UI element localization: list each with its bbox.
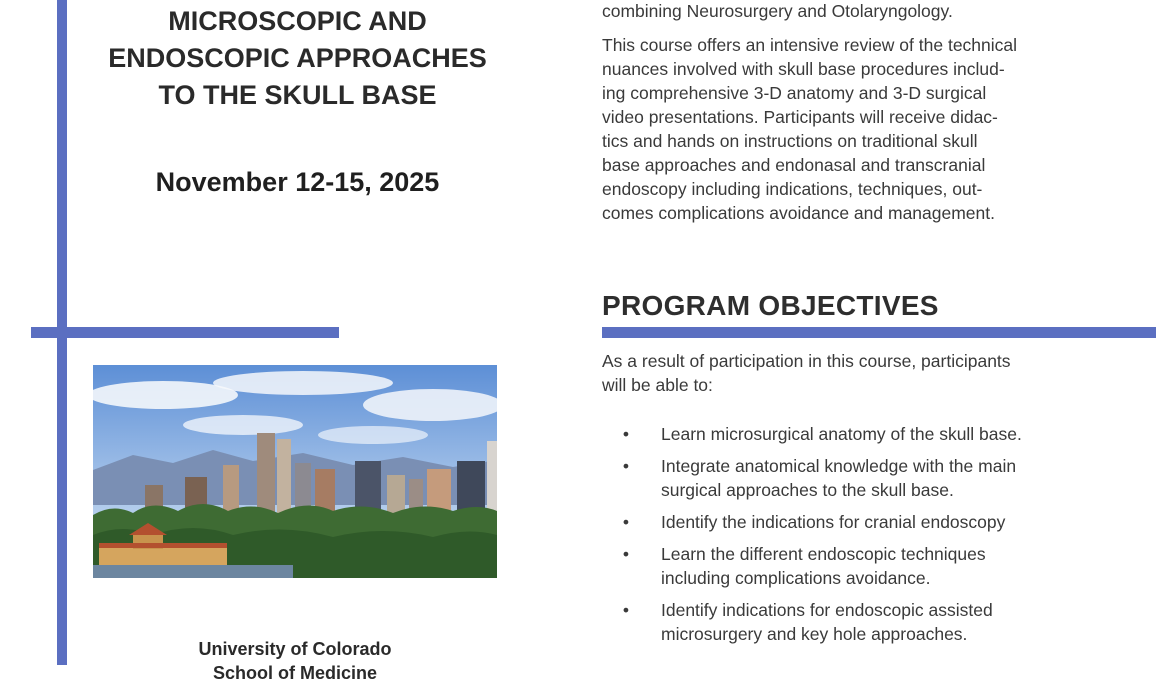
objectives-underline-bar bbox=[602, 327, 1156, 338]
description-line: video presentations. Participants will receive didac- bbox=[602, 107, 998, 127]
course-title-line: MICROSCOPIC AND bbox=[168, 6, 427, 36]
venue-school: School of Medicine bbox=[212, 663, 377, 683]
description-line: base approaches and endonasal and transcranial bbox=[602, 155, 986, 175]
objectives-intro-line: will be able to: bbox=[602, 375, 713, 395]
course-title-line: ENDOSCOPIC APPROACHES bbox=[108, 43, 487, 73]
description-line: comes complications avoidance and management. bbox=[602, 203, 995, 223]
objective-item bbox=[620, 422, 1140, 446]
objective-item bbox=[620, 510, 1140, 534]
bullet-icon: • bbox=[622, 456, 630, 476]
course-description bbox=[602, 33, 1142, 225]
venue-block bbox=[70, 637, 520, 685]
bullet-icon: • bbox=[622, 424, 630, 444]
objectives-heading: PROGRAM OBJECTIVES bbox=[602, 290, 939, 321]
objectives-intro bbox=[602, 349, 1142, 397]
course-title-line: TO THE SKULL BASE bbox=[158, 80, 437, 110]
description-line: nuances involved with skull base procedures includ- bbox=[602, 59, 1005, 79]
left-horizontal-divider bbox=[31, 327, 339, 338]
description-line: This course offers an intensive review of the technical bbox=[602, 35, 1018, 55]
bullet-icon: • bbox=[622, 600, 630, 620]
objective-line: Identify the indications for cranial endoscopy bbox=[661, 512, 1006, 532]
description-line: tics and hands on instructions on traditional skull bbox=[602, 131, 978, 151]
bullet-icon: • bbox=[622, 544, 630, 564]
course-date: November 12-15, 2025 bbox=[155, 167, 440, 197]
venue-name: University of Colorado bbox=[198, 639, 392, 659]
objectives-list bbox=[620, 422, 1140, 654]
objective-item bbox=[620, 542, 1140, 590]
course-title bbox=[70, 3, 525, 114]
denver-skyline-photo bbox=[93, 365, 497, 578]
objective-line: Learn the different endoscopic techniques bbox=[661, 544, 986, 564]
objective-line: surgical approaches to the skull base. bbox=[661, 480, 954, 500]
description-line: ing comprehensive 3-D anatomy and 3-D surgical bbox=[602, 83, 987, 103]
objective-line: Identify indications for endoscopic assisted bbox=[661, 600, 993, 620]
objective-item bbox=[620, 454, 1140, 502]
objective-line: Integrate anatomical knowledge with the main bbox=[661, 456, 1017, 476]
bullet-icon: • bbox=[622, 512, 630, 532]
description-line: endoscopy including indications, techniques, out- bbox=[602, 179, 983, 199]
objective-line: Learn microsurgical anatomy of the skull base. bbox=[661, 424, 1022, 444]
objective-line: microsurgery and key hole approaches. bbox=[661, 624, 968, 644]
intro-tail-line: combining Neurosurgery and Otolaryngology. bbox=[602, 1, 953, 21]
objective-item bbox=[620, 598, 1140, 646]
objective-line: including complications avoidance. bbox=[661, 568, 931, 588]
objectives-intro-line: As a result of participation in this course, participants bbox=[602, 351, 1011, 371]
